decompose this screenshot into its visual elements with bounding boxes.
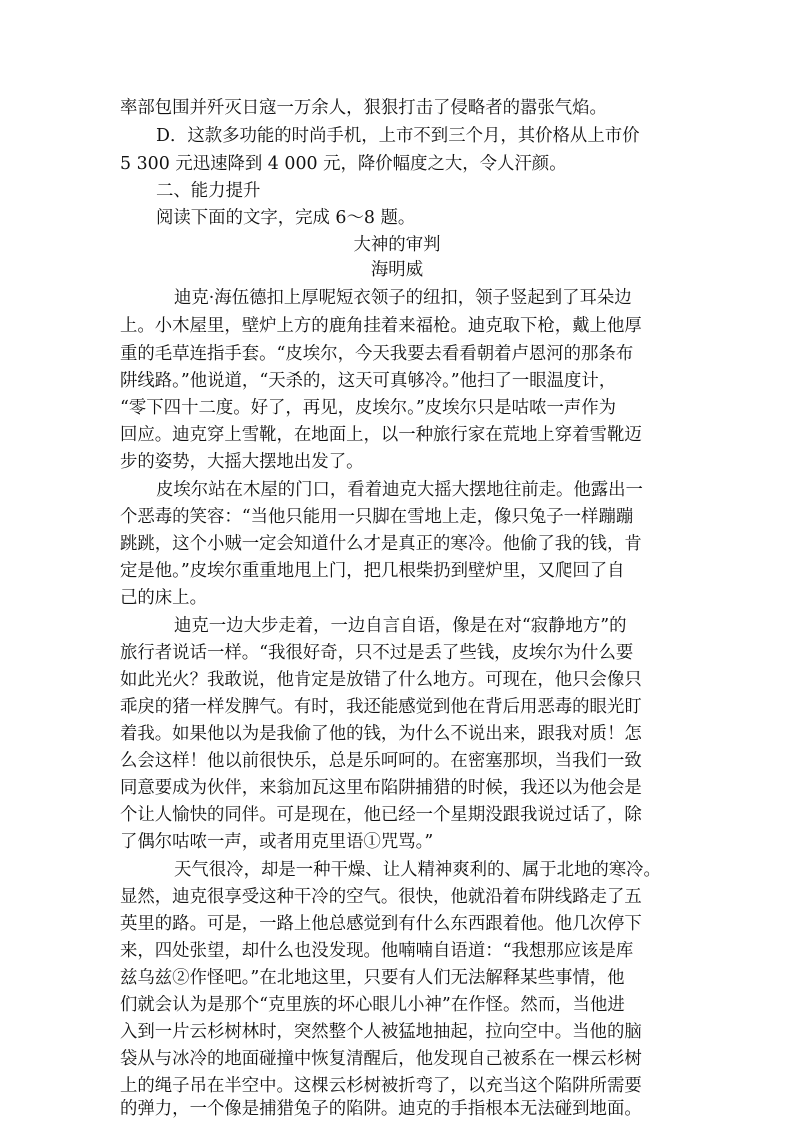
paragraph-line: 着我。如果他以为是我偷了他的钱，为什么不说出来，跟我对质！怎 (120, 724, 642, 744)
paragraph-line: 定是他。”皮埃尔重重地甩上门，把几根柴扔到壁炉里，又爬回了自 (120, 561, 625, 581)
paragraph-line: 英里的路。可是，一路上他总感觉到有什么东西跟着他。他几次停下 (120, 914, 642, 934)
paragraph-line: 己的床上。 (120, 588, 207, 608)
paragraph-line: 步的姿势，大摇大摆地出发了。 (120, 452, 364, 472)
paragraph-line: 么会这样！他以前很快乐，总是乐呵呵的。在密塞那坝，当我们一致 (120, 751, 642, 771)
section-heading: 二、能力提升 (156, 181, 261, 201)
paragraph-line: 们就会认为是那个“克里族的坏心眼儿小神”在作怪。然而，当他进 (120, 995, 625, 1015)
paragraph-line: 了偶尔咕哝一声，或者用克里语①咒骂。” (120, 832, 434, 852)
paragraph-line: 如此光火？我敢说，他肯定是放错了什么地方。可现在，他只会像只 (120, 670, 642, 690)
paragraph-line: 的弹力，一个像是捕猎兔子的陷阱。迪克的手指根本无法碰到地面。 (120, 1099, 642, 1119)
story-title: 大神的审判 (353, 235, 441, 255)
paragraph-line: 入到一片云杉树林时，突然整个人被猛地抽起，拉向空中。当他的脑 (120, 1022, 642, 1042)
paragraph-line: 皮埃尔站在木屋的门口，看着迪克大摇大摆地往前走。他露出一 (156, 480, 643, 500)
paragraph-line: 跳跳，这个小贼一定会知道什么才是真正的寒冷。他偷了我的钱，肯 (120, 534, 642, 554)
paragraph-line: 回应。迪克穿上雪靴，在地面上，以一种旅行家在荒地上穿着雪靴迈 (120, 425, 642, 445)
paragraph-line: 来，四处张望，却什么也没发现。他喃喃自语道：“我想那应该是库 (120, 941, 634, 961)
story-author: 海明威 (370, 260, 424, 280)
paragraph-line: 旅行者说话一样。“我很好奇，只不过是丢了些钱，皮埃尔为什么要 (120, 643, 634, 663)
paragraph-line: 兹乌兹②作怪吧。”在北地这里，只要有人们无法解释某些事情，他 (120, 968, 625, 988)
paragraph-line: “零下四十二度。好了，再见，皮埃尔。”皮埃尔只是咕哝一声作为 (120, 398, 617, 418)
paragraph-line: 天气很冷，却是一种干燥、让人精神爽利的、属于北地的寒冷。 (174, 860, 661, 880)
paragraph-line: 个让人愉快的同伴。可是现在，他已经一个星期没跟我说过话了，除 (120, 805, 642, 825)
paragraph-line: 迪克一边大步走着，一边自言自语，像是在对“寂静地方”的 (174, 616, 627, 636)
text-line: 5 300 元迅速降到 4 000 元，降价幅度之大，令人汗颜。 (120, 154, 567, 174)
paragraph-line: 阱线路。”他说道，“天杀的，这天可真够冷。”他扫了一眼温度计， (120, 371, 617, 391)
paragraph-line: 乖戾的猪一样发脾气。有时，我还能感觉到他在背后用恶毒的眼光盯 (120, 697, 642, 717)
paragraph-line: 重的毛草连指手套。“皮埃尔，今天我要去看看朝着卢恩河的那条布 (120, 344, 634, 364)
option-d: D．这款多功能的时尚手机，上市不到三个月，其价格从上市价 (156, 126, 640, 146)
text-line: 率部包围并歼灭日寇一万余人，狠狠打击了侵略者的嚣张气焰。 (120, 98, 607, 118)
paragraph-line: 迪克·海伍德扣上厚呢短衣领子的纽扣，领子竖起到了耳朵边 (174, 288, 632, 308)
paragraph-line: 同意要成为伙伴，来翁加瓦这里布陷阱捕猎的时候，我还以为他会是 (120, 778, 642, 798)
instruction: 阅读下面的文字，完成 6～8 题。 (156, 208, 416, 228)
paragraph-line: 上的绳子吊在半空中。这棵云杉树被折弯了，以充当这个陷阱所需要 (120, 1076, 642, 1096)
paragraph-line: 袋从与冰冷的地面碰撞中恢复清醒后，他发现自己被系在一棵云杉树 (120, 1049, 642, 1069)
paragraph-line: 显然，迪克很享受这种干冷的空气。很快，他就沿着布阱线路走了五 (120, 887, 642, 907)
paragraph-line: 上。小木屋里，壁炉上方的鹿角挂着来福枪。迪克取下枪，戴上他厚 (120, 316, 642, 336)
paragraph-line: 个恶毒的笑容：“当他只能用一只脚在雪地上走，像只兔子一样蹦蹦 (120, 507, 634, 527)
